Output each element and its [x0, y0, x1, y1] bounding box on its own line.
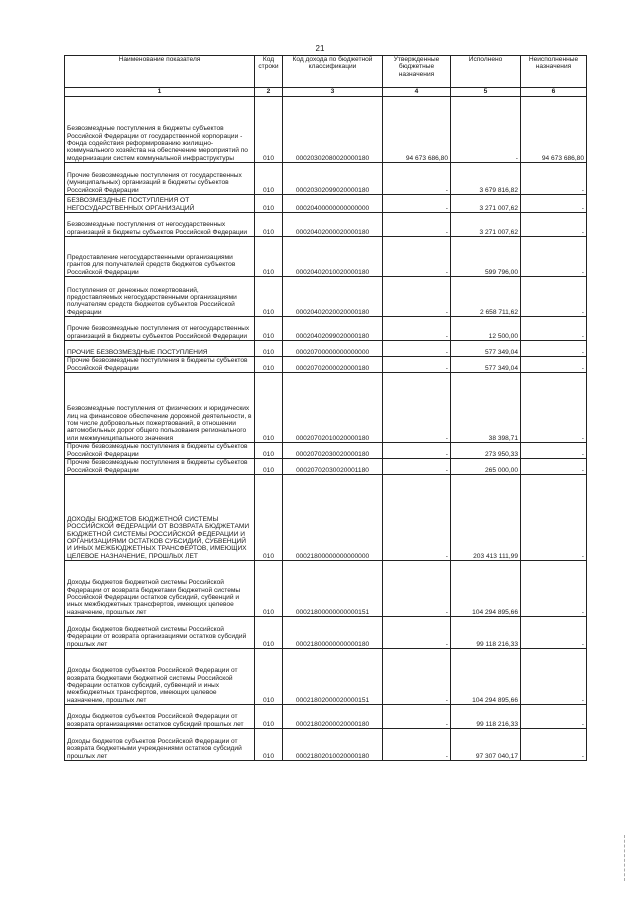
row-name: Прочие безвозмездные поступления от негосударственных организаций в бюджеты субъектов Российской Федерации — [65, 317, 255, 341]
column-number: 2 — [255, 88, 283, 97]
column-number: 5 — [451, 88, 521, 97]
row-unexecuted: - — [521, 561, 587, 617]
row-name: Безвозмездные поступления в бюджеты субъектов Российской Федерации от государственной корпорации - Фонда содействия реформированию жилищно-коммунального хозяйства на обеспечение мероприятий по модернизации систем коммунальной инфраструктуры — [65, 97, 255, 163]
table-row — [65, 561, 587, 617]
row-approved: - — [383, 561, 451, 617]
budget-execution-table — [64, 55, 587, 761]
row-approved: - — [383, 617, 451, 649]
row-unexecuted: - — [521, 213, 587, 237]
row-unexecuted: - — [521, 373, 587, 443]
row-code: 010 — [255, 729, 283, 761]
row-code: 010 — [255, 317, 283, 341]
row-unexecuted: - — [521, 729, 587, 761]
scan-edge-marks — [624, 835, 629, 881]
header-executed: Исполнено — [451, 56, 521, 88]
row-unexecuted: - — [521, 317, 587, 341]
row-name: Прочие безвозмездные поступления в бюджеты субъектов Российской Федерации — [65, 357, 255, 373]
row-executed: 104 294 895,66 — [451, 561, 521, 617]
row-approved: - — [383, 443, 451, 459]
row-executed: 273 950,33 — [451, 443, 521, 459]
row-approved: - — [383, 649, 451, 705]
row-executed: 577 349,04 — [451, 341, 521, 357]
table-row — [65, 443, 587, 459]
row-name: Прочие безвозмездные поступления в бюджеты субъектов Российской Федерации — [65, 459, 255, 475]
table-row — [65, 459, 587, 475]
row-unexecuted: - — [521, 341, 587, 357]
table-row — [65, 213, 587, 237]
row-approved: - — [383, 213, 451, 237]
row-executed: 38 398,71 — [451, 373, 521, 443]
row-classification-code: 00020302099020000180 — [283, 163, 383, 195]
header-classification: Код дохода по бюджетной классификации — [283, 56, 383, 88]
row-classification-code: 00021800000000000180 — [283, 617, 383, 649]
column-number-row — [65, 88, 587, 97]
row-approved: 94 673 686,80 — [383, 97, 451, 163]
row-unexecuted: - — [521, 475, 587, 561]
table-row — [65, 357, 587, 373]
row-name: Безвозмездные поступления от физических и юридических лиц на финансовое обеспечение дорожной деятельности, в том числе добровольных пожертвований, в отношении автомобильных дорог общего пользования регионального или межмуниципального значения — [65, 373, 255, 443]
table-row — [65, 97, 587, 163]
table-row — [65, 475, 587, 561]
table-header-row — [65, 56, 587, 88]
row-name: Доходы бюджетов субъектов Российской Федерации от возврата бюджетами бюджетной системы Российской Федерации остатков субсидий, субвенций и иных межбюджетных трансфертов, имеющих целевое назначение, прошлых лет — [65, 649, 255, 705]
row-name: БЕЗВОЗМЕЗДНЫЕ ПОСТУПЛЕНИЯ ОТ НЕГОСУДАРСТВЕННЫХ ОРГАНИЗАЦИЙ — [65, 195, 255, 213]
row-unexecuted: - — [521, 237, 587, 277]
header-code: Код строки — [255, 56, 283, 88]
row-name: Безвозмездные поступления от негосударственных организаций в бюджеты субъектов Российской Федерации — [65, 213, 255, 237]
table-row — [65, 163, 587, 195]
row-code: 010 — [255, 617, 283, 649]
row-name: Доходы бюджетов субъектов Российской Федерации от возврата организациями остатков субсидий прошлых лет — [65, 705, 255, 729]
row-approved: - — [383, 475, 451, 561]
row-approved: - — [383, 163, 451, 195]
header-name: Наименование показателя — [65, 56, 255, 88]
row-unexecuted: - — [521, 705, 587, 729]
row-executed: 577 349,04 — [451, 357, 521, 373]
row-name: Доходы бюджетов бюджетной системы Российской Федерации от возврата бюджетами бюджетной системы Российской Федерации остатков субсидий, субвенций и иных межбюджетных трансфертов, имеющих целевое назначение, прошлых лет — [65, 561, 255, 617]
row-unexecuted: - — [521, 649, 587, 705]
row-classification-code: 00020402099020000180 — [283, 317, 383, 341]
row-classification-code: 00020402010020000180 — [283, 237, 383, 277]
row-unexecuted: - — [521, 443, 587, 459]
row-approved: - — [383, 317, 451, 341]
row-unexecuted: - — [521, 459, 587, 475]
row-classification-code: 00020402000020000180 — [283, 213, 383, 237]
row-classification-code: 00020702030020001180 — [283, 459, 383, 475]
row-approved: - — [383, 373, 451, 443]
row-name: Предоставление негосударственными организациями грантов для получателей средств бюджетов субъектов Российской Федерации — [65, 237, 255, 277]
row-code: 010 — [255, 443, 283, 459]
row-executed: 2 658 711,62 — [451, 277, 521, 317]
row-code: 010 — [255, 649, 283, 705]
row-approved: - — [383, 341, 451, 357]
row-classification-code: 00020302080020000180 — [283, 97, 383, 163]
row-code: 010 — [255, 561, 283, 617]
table-row — [65, 195, 587, 213]
row-executed: 3 271 007,62 — [451, 195, 521, 213]
row-executed: - — [451, 97, 521, 163]
row-approved: - — [383, 729, 451, 761]
row-classification-code: 00021802000020000151 — [283, 649, 383, 705]
row-code: 010 — [255, 195, 283, 213]
row-classification-code: 00021800000000000151 — [283, 561, 383, 617]
row-name: ПРОЧИЕ БЕЗВОЗМЕЗДНЫЕ ПОСТУПЛЕНИЯ — [65, 341, 255, 357]
row-name: Доходы бюджетов субъектов Российской Федерации от возврата бюджетными учреждениями остатков субсидий прошлых лет — [65, 729, 255, 761]
table-row — [65, 617, 587, 649]
row-approved: - — [383, 357, 451, 373]
row-classification-code: 00020700000000000000 — [283, 341, 383, 357]
table-row — [65, 373, 587, 443]
row-classification-code: 00021802010020000180 — [283, 729, 383, 761]
row-code: 010 — [255, 459, 283, 475]
table-row — [65, 729, 587, 761]
row-executed: 3 271 007,62 — [451, 213, 521, 237]
row-executed: 12 500,00 — [451, 317, 521, 341]
row-unexecuted: - — [521, 195, 587, 213]
row-unexecuted: - — [521, 163, 587, 195]
row-code: 010 — [255, 237, 283, 277]
row-executed: 265 000,00 — [451, 459, 521, 475]
row-classification-code: 00020702030020000180 — [283, 443, 383, 459]
page-number: 21 — [315, 44, 325, 53]
row-unexecuted: - — [521, 277, 587, 317]
table-row — [65, 649, 587, 705]
row-classification-code: 00020402020020000180 — [283, 277, 383, 317]
column-number: 3 — [283, 88, 383, 97]
row-code: 010 — [255, 213, 283, 237]
row-code: 010 — [255, 163, 283, 195]
row-executed: 104 294 895,66 — [451, 649, 521, 705]
row-unexecuted: - — [521, 617, 587, 649]
row-code: 010 — [255, 357, 283, 373]
row-code: 010 — [255, 97, 283, 163]
row-name: ДОХОДЫ БЮДЖЕТОВ БЮДЖЕТНОЙ СИСТЕМЫ РОССИЙСКОЙ ФЕДЕРАЦИИ ОТ ВОЗВРАТА БЮДЖЕТАМИ БЮДЖЕТНОЙ СИСТЕМЫ РОССИЙСКОЙ ФЕДЕРАЦИИ И ОРГАНИЗАЦИЯМИ ОСТАТКОВ СУБСИДИЙ, СУБВЕНЦИЙ И ИНЫХ МЕЖБЮДЖЕТНЫХ ТРАНСФЕРТОВ, ИМЕЮЩИХ ЦЕЛЕВОЕ НАЗНАЧЕНИЕ, ПРОШЛЫХ ЛЕТ — [65, 475, 255, 561]
row-executed: 99 118 216,33 — [451, 705, 521, 729]
row-classification-code: 00021802000020000180 — [283, 705, 383, 729]
row-code: 010 — [255, 277, 283, 317]
row-executed: 3 679 816,82 — [451, 163, 521, 195]
row-executed: 97 307 040,17 — [451, 729, 521, 761]
row-unexecuted: 94 673 686,80 — [521, 97, 587, 163]
row-executed: 99 118 216,33 — [451, 617, 521, 649]
row-approved: - — [383, 277, 451, 317]
table-row — [65, 705, 587, 729]
row-classification-code: 00020702010020000180 — [283, 373, 383, 443]
header-unexecuted: Неисполненные назначения — [521, 56, 587, 88]
row-code: 010 — [255, 705, 283, 729]
row-classification-code: 00020400000000000000 — [283, 195, 383, 213]
row-unexecuted: - — [521, 357, 587, 373]
table-row — [65, 237, 587, 277]
row-name: Поступления от денежных пожертвований, предоставляемых негосударственными организациями получателям средств бюджетов субъектов Российской Федерации — [65, 277, 255, 317]
row-executed: 203 413 111,99 — [451, 475, 521, 561]
row-name: Доходы бюджетов бюджетной системы Российской Федерации от возврата организациями остатков субсидий прошлых лет — [65, 617, 255, 649]
column-number: 1 — [65, 88, 255, 97]
row-approved: - — [383, 459, 451, 475]
column-number: 6 — [521, 88, 587, 97]
column-number: 4 — [383, 88, 451, 97]
row-approved: - — [383, 195, 451, 213]
row-classification-code: 00021800000000000000 — [283, 475, 383, 561]
table-body — [65, 97, 587, 761]
table-row — [65, 277, 587, 317]
table-row — [65, 341, 587, 357]
row-name: Прочие безвозмездные поступления от государственных (муниципальных) организаций в бюджеты субъектов Российской Федерации — [65, 163, 255, 195]
row-approved: - — [383, 705, 451, 729]
row-approved: - — [383, 237, 451, 277]
row-executed: 599 796,00 — [451, 237, 521, 277]
row-code: 010 — [255, 373, 283, 443]
row-code: 010 — [255, 341, 283, 357]
row-code: 010 — [255, 475, 283, 561]
row-classification-code: 00020702000020000180 — [283, 357, 383, 373]
header-approved: Утвержденные бюджетные назначения — [383, 56, 451, 88]
row-name: Прочие безвозмездные поступления в бюджеты субъектов Российской Федерации — [65, 443, 255, 459]
table-row — [65, 317, 587, 341]
